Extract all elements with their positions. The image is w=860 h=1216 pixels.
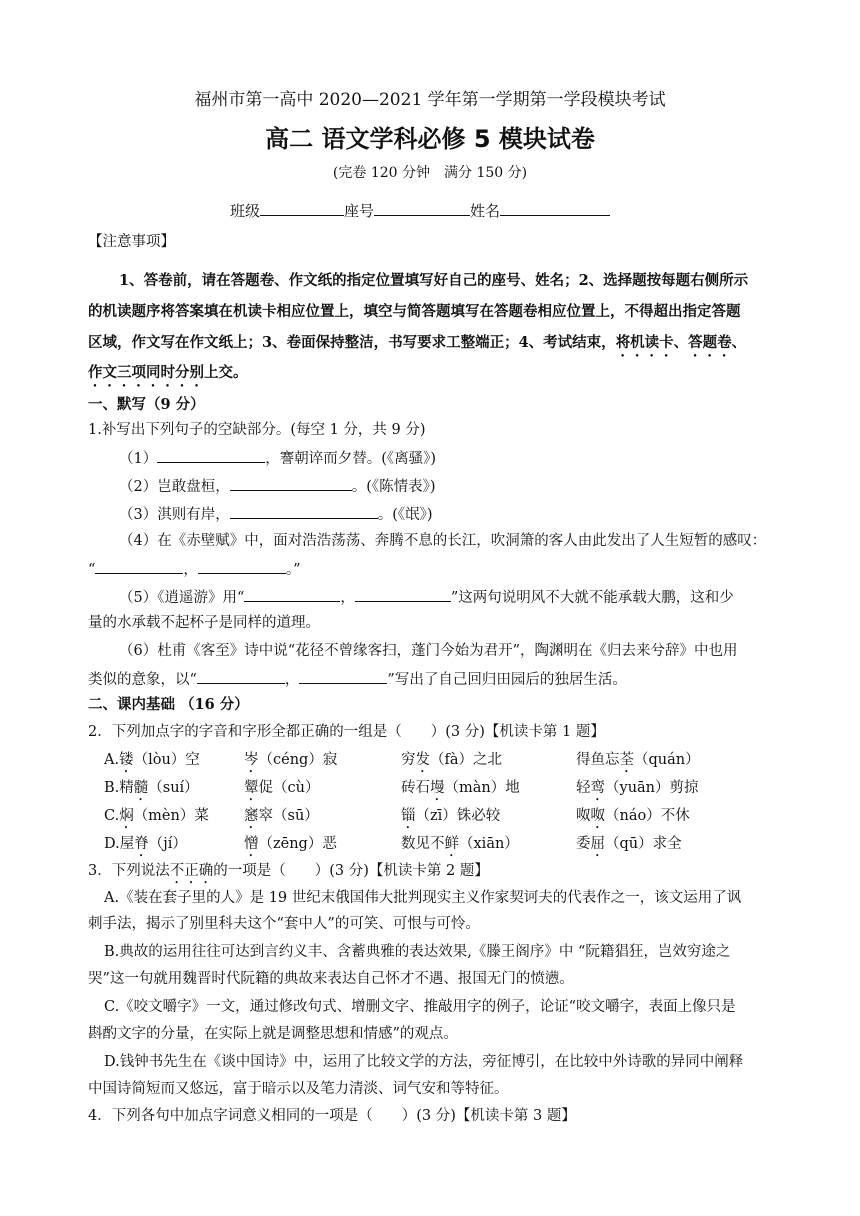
q2-option-d-word-2: 憎（zēng）恶 <box>244 836 337 852</box>
answer-blank[interactable] <box>355 586 451 602</box>
q2-option-a-word-3: 穷发（fà）之北 <box>401 752 503 768</box>
q1-item-4-line-1: （4）在《赤壁赋》中，面对浩浩荡荡、奔腾不息的长江，吹洞箫的客人由此发出了人生短暂的感叹： <box>119 533 767 549</box>
q1-item-5-line-1: （5）《逍遥游》用“ ， ”这两句说明风不大就不能承载大鹏，这和少 <box>119 586 734 608</box>
q2-option-c-word-4: 呶呶（náo）不休 <box>576 808 690 824</box>
q3-option-d-line-1[interactable]: D.钱钟书先生在《谈中国诗》中，运用了比较文学的方法，旁征博引，在比较中外诗歌的异同中阐释 <box>104 1054 744 1070</box>
q1-item-3: （3）淇则有岸， 。(《氓》) <box>119 503 433 525</box>
q1-item-1: （1） ，謇朝谇而夕替。(《离骚》) <box>119 447 436 469</box>
q2-option-b-word-2: 颦促（cù） <box>244 780 320 796</box>
notice-line-1: 1、答卷前，请在答题卷、作文纸的指定位置填写好自己的座号、姓名；2、选择题按每题右侧所示 <box>119 272 749 289</box>
q3-option-a-line-2: 刺手法，揭示了别里科夫这个“套中人”的可笑、可恨与可怜。 <box>88 916 480 932</box>
q2-option-b[interactable]: B.精髓（suí） <box>104 780 199 796</box>
question-1-stem: 1.补写出下列句子的空缺部分。(每空 1 分，共 9 分) <box>88 422 426 438</box>
answer-blank[interactable] <box>230 475 352 491</box>
notice-line-3: 区域，作文写在作文纸上；3、卷面保持整洁，书写要求工整端正；4、考试结束，将机读卡、答题卷、 <box>88 334 747 351</box>
q2-option-a[interactable]: A.镂（lòu）空 <box>104 752 200 768</box>
name-label: 姓名 <box>470 202 501 220</box>
q3-option-a-line-1[interactable]: A.《装在套子里的人》是 19 世纪末俄国伟大批判现实主义作家契诃夫的代表作之一，该文运用了讽 <box>104 890 742 906</box>
answer-blank[interactable] <box>95 558 183 574</box>
q1-item-5-line-2: 量的水承载不起杯子是同样的道理。 <box>88 615 320 631</box>
section-2-heading: 二、课内基础 （16 分） <box>88 696 249 713</box>
q2-option-b-word-3: 砖石墁（màn）地 <box>401 780 520 796</box>
answer-blank[interactable] <box>244 586 340 602</box>
name-field[interactable] <box>500 200 610 216</box>
notice-line-2: 的机读题序将答案填在机读卡相应位置上，填空与简答题填写在答题卷相应位置上，不得超出指定答题 <box>88 303 741 320</box>
answer-blank[interactable] <box>198 558 286 574</box>
answer-blank[interactable] <box>157 447 265 463</box>
q1-item-6-line-1: （6）杜甫《客至》诗中说“花径不曾缘客扫，蓬门今始为君开”，陶渊明在《归去来兮辞》中也用 <box>119 643 738 659</box>
q1-item-2: （2）岂敢盘桓， 。(《陈情表》) <box>119 475 436 497</box>
question-3-stem: 3．下列说法不正确的一项是（ ）(3 分)【机读卡第 2 题】 <box>88 863 489 879</box>
class-label: 班级 <box>230 202 261 220</box>
notice-heading: 【注意事项】 <box>88 234 175 250</box>
section-1-heading: 一、默写（9 分） <box>88 396 205 413</box>
emphasized-text: 不正确 <box>169 863 214 879</box>
emphasized-text: 将机读卡、答题卷、 <box>615 334 747 351</box>
seat-field[interactable] <box>374 200 470 216</box>
student-info-line <box>230 200 610 221</box>
q2-option-d[interactable]: D.屋脊（jí） <box>104 836 187 852</box>
q1-item-4-line-2: “ ， 。” <box>88 558 301 580</box>
q1-item-6-line-2: 类似的意象，以“ ， ”写出了自己回归田园后的独居生活。 <box>88 668 627 690</box>
q2-option-d-word-4: 委屈（qū）求全 <box>576 836 682 852</box>
q2-option-c[interactable]: C.焖（mèn）菜 <box>104 808 209 824</box>
q2-option-a-word-4: 得鱼忘荃（quán） <box>576 752 700 768</box>
seat-label: 座号 <box>344 202 375 220</box>
emphasized-text: 作文三项同时分别 <box>88 364 204 381</box>
class-field[interactable] <box>260 200 344 216</box>
q3-option-c-line-2: 斟酌文字的分量，在实际上就是调整思想和情感”的观点。 <box>88 1026 458 1042</box>
q3-option-c-line-1[interactable]: C.《咬文嚼字》一文，通过修改句式、增删文字、推敲用字的例子，论证“咬文嚼字，表面上像只是 <box>104 999 736 1015</box>
q2-option-a-word-2: 岑（céng）寂 <box>244 752 338 768</box>
answer-blank[interactable] <box>230 503 378 519</box>
question-2-stem: 2．下列加点字的字音和字形全都正确的一组是（ ）(3 分)【机读卡第 1 题】 <box>88 724 605 740</box>
answer-blank[interactable] <box>299 668 387 684</box>
exam-title: 福州市第一高中 2020—2021 学年第一学期第一学段模块考试 <box>194 90 666 110</box>
q2-option-c-word-3: 锱（zī）铢必较 <box>401 808 501 824</box>
paper-title: 高二 语文学科必修 5 模块试卷 <box>265 125 595 153</box>
q3-option-d-line-2: 中国诗简短而又悠远，富于暗示以及笔力清淡、词气安和等特征。 <box>88 1081 509 1097</box>
notice-line-4: 作文三项同时分别上交。 <box>88 364 248 381</box>
answer-blank[interactable] <box>197 668 285 684</box>
q3-option-b-line-2: 哭”这一句就用魏晋时代阮籍的典故来表达自己怀才不遇、报国无门的愤懑。 <box>88 971 574 987</box>
question-4-stem: 4．下列各句中加点字词意义相同的一项是（ ）(3 分)【机读卡第 3 题】 <box>88 1108 576 1124</box>
q2-option-d-word-3: 数见不鲜（xiān） <box>401 836 519 852</box>
q3-option-b-line-1[interactable]: B.典故的运用往往可达到言约义丰、含蓄典雅的表达效果,《滕王阁序》中 “阮籍猖狂，岂效穷途之 <box>104 944 731 960</box>
duration-score: (完卷 120 分钟 满分 150 分) <box>332 165 528 181</box>
q2-option-c-word-2: 窸窣（sū） <box>244 808 319 824</box>
q2-option-b-word-4: 轻鸾（yuān）剪掠 <box>576 780 699 796</box>
